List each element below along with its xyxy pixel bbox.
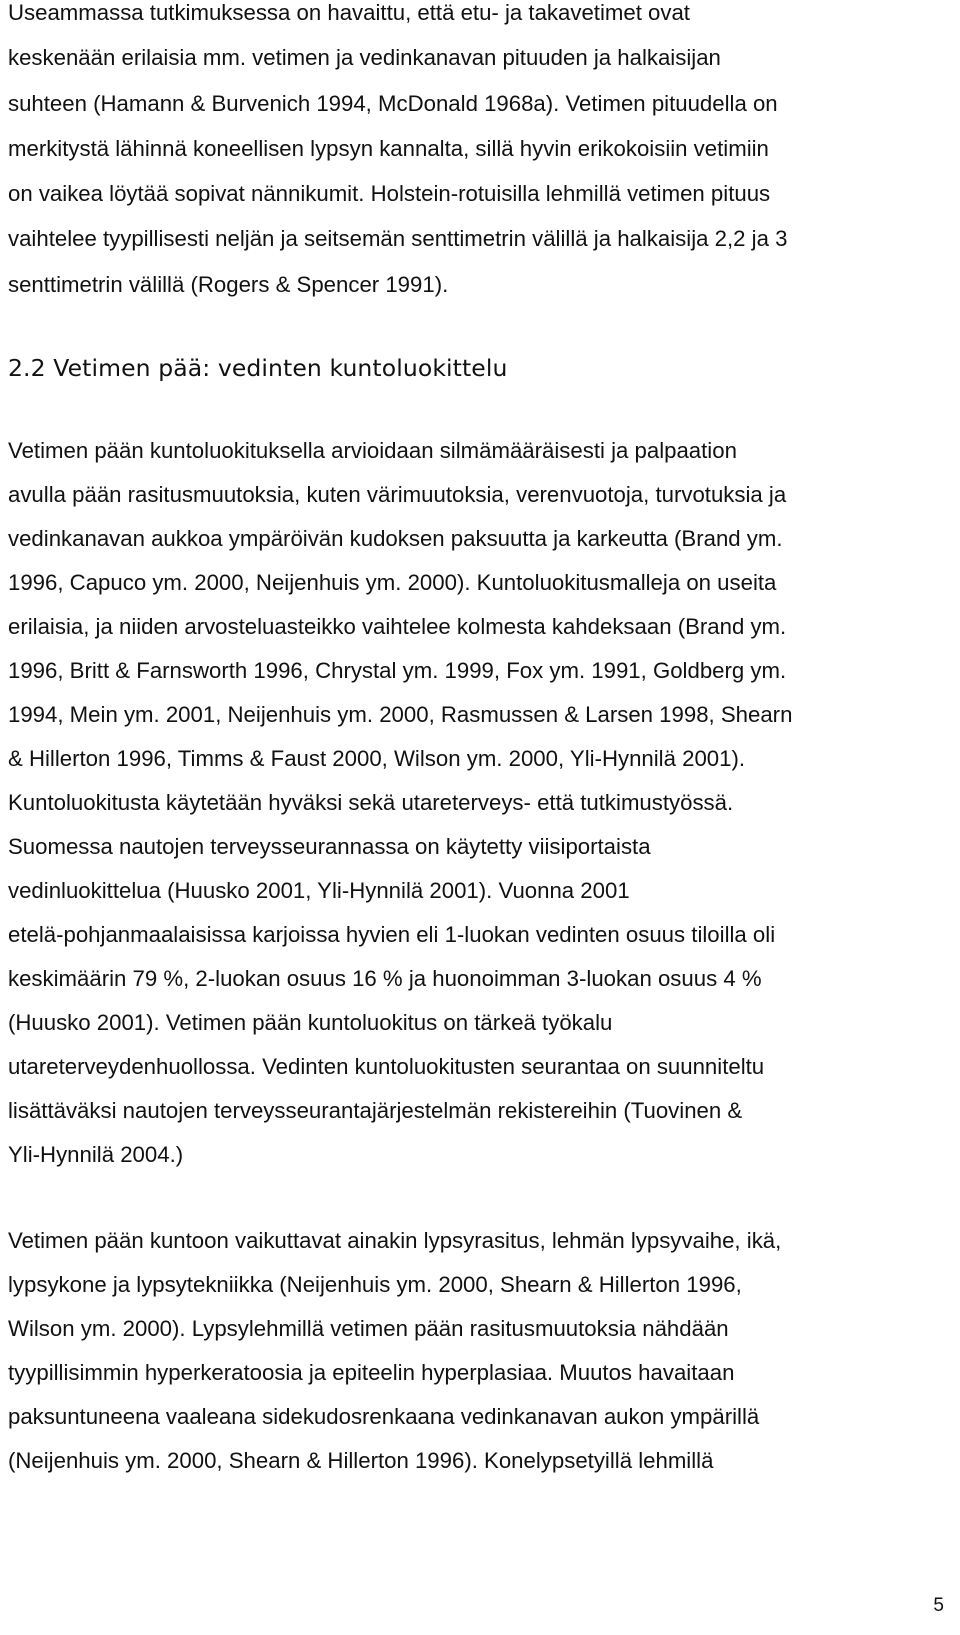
- text-line: Kuntoluokitusta käytetään hyväksi sekä utareterveys- että tutkimustyössä.: [8, 790, 734, 815]
- text-line: utareterveydenhuollossa. Vedinten kuntoluokitusten seurantaa on suunniteltu: [8, 1054, 765, 1079]
- paragraph-teat-end-factors: [8, 1223, 958, 1487]
- text-line: 1996, Capuco ym. 2000, Neijenhuis ym. 2000). Kuntoluokitusmalleja on useita: [8, 570, 777, 595]
- paragraph-teat-dimensions: [8, 0, 958, 312]
- text-line: avulla pään rasitusmuutoksia, kuten värimuutoksia, verenvuotoja, turvotuksia ja: [8, 482, 787, 507]
- text-line: Suomessa nautojen terveysseurannassa on käytetty viisiportaista: [8, 834, 651, 859]
- text-line: on vaikea löytää sopivat nännikumit. Holstein-rotuisilla lehmillä vetimen pituus: [8, 181, 771, 207]
- text-line: etelä-pohjanmaalaisissa karjoissa hyvien eli 1-luokan vedinten osuus tiloilla oli: [8, 922, 776, 947]
- text-line: 1994, Mein ym. 2001, Neijenhuis ym. 2000, Rasmussen & Larsen 1998, Shearn: [8, 702, 793, 727]
- text-line: lisättäväksi nautojen terveysseurantajärjestelmän rekistereihin (Tuovinen &: [8, 1098, 743, 1123]
- text-line: lypsykone ja lypsytekniikka (Neijenhuis ym. 2000, Shearn & Hillerton 1996,: [8, 1272, 742, 1297]
- section-heading: 2.2 Vetimen pää: vedinten kuntoluokittelu: [8, 354, 508, 382]
- text-line: senttimetrin välillä (Rogers & Spencer 1991).: [8, 271, 449, 297]
- text-line: 1996, Britt & Farnsworth 1996, Chrystal ym. 1999, Fox ym. 1991, Goldberg ym.: [8, 658, 787, 683]
- text-line: vaihtelee tyypillisesti neljän ja seitsemän senttimetrin välillä ja halkaisija 2,2 ja 3: [8, 226, 788, 252]
- text-line: vedinkanavan aukkoa ympäröivän kudoksen paksuutta ja karkeutta (Brand ym.: [8, 526, 783, 551]
- text-line: Useammassa tutkimuksessa on havaittu, että etu- ja takavetimet ovat: [8, 0, 690, 25]
- text-line: (Huusko 2001). Vetimen pään kuntoluokitus on tärkeä työkalu: [8, 1010, 613, 1035]
- paragraph-teat-end-scoring: [8, 433, 958, 1181]
- text-line: Vetimen pään kuntoon vaikuttavat ainakin lypsyrasitus, lehmän lypsyvaihe, ikä,: [8, 1228, 782, 1253]
- text-line: Vetimen pään kuntoluokituksella arvioidaan silmämääräisesti ja palpaation: [8, 438, 737, 463]
- text-line: (Neijenhuis ym. 2000, Shearn & Hillerton 1996). Konelypsetyillä lehmillä: [8, 1448, 714, 1473]
- text-line: keskenään erilaisia mm. vetimen ja vedinkanavan pituuden ja halkaisijan: [8, 45, 721, 71]
- text-line: merkitystä lähinnä koneellisen lypsyn kannalta, sillä hyvin erikokoisiin vetimiin: [8, 135, 769, 161]
- page-number: 5: [933, 1595, 944, 1616]
- text-line: Wilson ym. 2000). Lypsylehmillä vetimen pään rasitusmuutoksia nähdään: [8, 1316, 729, 1341]
- text-line: erilaisia, ja niiden arvosteluasteikko vaihtelee kolmesta kahdeksaan (Brand ym.: [8, 614, 787, 639]
- text-line: suhteen (Hamann & Burvenich 1994, McDonald 1968a). Vetimen pituudella on: [8, 90, 778, 116]
- text-line: Yli-Hynnilä 2004.): [8, 1142, 184, 1167]
- text-line: keskimäärin 79 %, 2-luokan osuus 16 % ja huonoimman 3-luokan osuus 4 %: [8, 966, 762, 991]
- text-line: paksuntuneena vaaleana sidekudosrenkaana vedinkanavan aukon ympärillä: [8, 1404, 760, 1429]
- text-line: vedinluokittelua (Huusko 2001, Yli-Hynnilä 2001). Vuonna 2001: [8, 878, 630, 903]
- text-line: & Hillerton 1996, Timms & Faust 2000, Wilson ym. 2000, Yli-Hynnilä 2001).: [8, 746, 746, 771]
- text-line: tyypillisimmin hyperkeratoosia ja epiteelin hyperplasiaa. Muutos havaitaan: [8, 1360, 735, 1385]
